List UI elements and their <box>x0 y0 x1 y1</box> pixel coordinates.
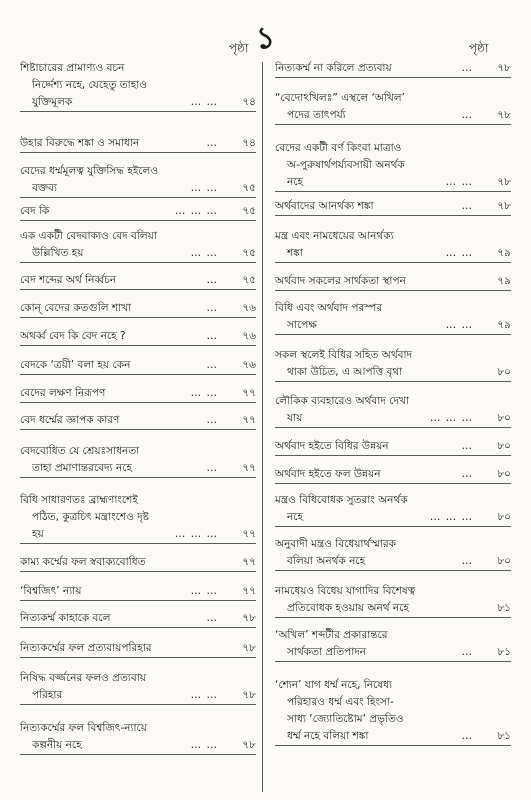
toc-entry <box>20 610 256 628</box>
page-ref: ৭৭ <box>242 585 256 597</box>
page-ref: ৮০ <box>497 440 511 452</box>
leader-dots: … … <box>190 96 218 108</box>
toc-entry <box>275 140 511 192</box>
page-ref: ৭৫ <box>242 247 256 259</box>
page-ref: ৭৪ <box>242 137 256 149</box>
page-ref: ৭৬ <box>242 359 256 371</box>
leader-dots: … <box>461 555 473 567</box>
toc-entry-text: বেদের একটী বর্ণ কিংবা মাত্রাও <box>275 142 402 154</box>
toc-entry-text: অর্থবাদের আনর্থক্য শঙ্কা <box>275 200 374 212</box>
leader-dots: … … … <box>429 511 473 523</box>
toc-entry <box>20 583 256 601</box>
toc-entry-text: “বেদোঽখিলঃ” এস্থলে ‘অখিল’ <box>275 92 405 104</box>
leader-dots: … <box>206 612 218 624</box>
leader-dots: … <box>461 200 473 212</box>
leader-dots: … … <box>190 182 218 194</box>
toc-entry <box>20 163 256 198</box>
toc-entry <box>20 554 256 572</box>
leader-dots: … <box>461 440 473 452</box>
toc-entry-text: বেদের ধর্ম্মমূলত্ব যুক্তিসিদ্ধ হইলেও <box>20 165 159 177</box>
toc-entry-text: প্রতিবোধক হওয়ায় অনর্থ নহে <box>287 602 409 614</box>
toc-entry-text: পদের তাৎপর্য্য <box>287 109 346 121</box>
leader-dots: … <box>461 646 473 658</box>
toc-entry-text: কাম্য কর্ম্মের ফল স্ববাক্যবোধিত <box>20 556 146 568</box>
leader-dots: … <box>461 730 473 742</box>
leader-dots: … <box>206 330 218 342</box>
page-ref: ৭৪ <box>242 96 256 108</box>
toc-entry-text: পঠিত, কুত্রচিৎ মন্ত্রাংশেও দৃষ্ট <box>32 511 149 523</box>
toc-entry <box>275 583 511 618</box>
page-ref: ৭৫ <box>242 205 256 217</box>
page-ref: ৭৫ <box>242 182 256 194</box>
toc-entry <box>275 273 511 291</box>
page-number: ১ <box>255 21 276 56</box>
leader-dots: … <box>206 462 218 474</box>
toc-entry-text: উহার বিরুদ্ধে শঙ্কা ও সমাধান <box>20 137 140 149</box>
toc-entry-text: বেদ শব্দের অর্থ নির্ব্বচন <box>20 274 117 286</box>
toc-entry-text: অর্থবাদ হইতে বিধির উন্নয়ন <box>275 440 389 452</box>
page-ref: ৭৯ <box>497 319 511 331</box>
toc-entry <box>20 670 256 705</box>
toc-entry-text: মন্ত্রও বিধিবোধক সুতরাং অনর্থক <box>275 494 408 506</box>
leader-dots: … <box>206 302 218 314</box>
toc-entry <box>275 347 511 382</box>
leader-dots: … … <box>190 689 218 701</box>
toc-entry <box>275 300 511 335</box>
page-ref: ৮০ <box>497 412 511 424</box>
toc-entry-text: থাকা উচিত, এ আপত্তি বৃথা <box>287 366 403 378</box>
toc-entry-text: পরিহারও ধর্ম্ম এবং হিংসা- <box>287 696 394 708</box>
toc-entry <box>20 328 256 346</box>
toc-entry-text: হয় <box>32 528 44 540</box>
column-header-right: পৃষ্ঠা <box>469 41 489 55</box>
page-ref: ৭৮ <box>242 642 256 654</box>
page-ref: ৭৭ <box>242 462 256 474</box>
toc-entry <box>20 443 256 478</box>
page-ref: ৭৬ <box>242 330 256 342</box>
page-ref: ৭৭ <box>242 528 256 540</box>
toc-entry <box>275 677 511 746</box>
toc-entry-text: অথর্ব্ব বেদ কি বেদ নহে ? <box>20 330 126 342</box>
toc-entry-text: ‘শ্যেন’ যাগ ধর্ম্ম নহে, নিষেধ্য <box>275 679 393 691</box>
toc-entry-text: সাধ্য ‘জ্যোতিষ্টোম’ প্রভৃতিও <box>287 713 404 725</box>
toc-entry-text: বেদবোধিত যে শ্রেয়ঃসাধনতা <box>20 445 140 457</box>
leader-dots: … … … <box>429 412 473 424</box>
toc-entry-text: শঙ্কা <box>287 247 303 259</box>
leader-dots: … <box>206 274 218 286</box>
leader-dots: … <box>461 468 473 480</box>
toc-entry-text: বেদের লক্ষণ নিরূপণ <box>20 387 106 399</box>
toc-entry <box>275 466 511 484</box>
toc-entry-text: নিত্যকর্ম্মের ফল প্রত্যবায়পরিহার <box>20 642 152 654</box>
toc-entry <box>20 357 256 375</box>
toc-entry-text: বিধি সাধারণতঃ ব্রাহ্মণাংশেই <box>20 494 138 506</box>
page-ref: ৭৭ <box>242 414 256 426</box>
leader-dots: … … <box>445 319 473 331</box>
leader-dots: … … <box>190 739 218 751</box>
page-ref: ৭৫ <box>242 274 256 286</box>
toc-entry-text: নহে <box>287 176 304 188</box>
toc-column-right <box>275 60 511 795</box>
leader-dots: … … <box>190 387 218 399</box>
toc-entry-text: নহে <box>287 511 304 523</box>
toc-entry <box>20 640 256 658</box>
toc-entry-text: নিত্যকর্ম্ম না করিলে প্রত্যবায় <box>275 62 392 74</box>
page-ref: ৭৮ <box>242 739 256 751</box>
leader-dots: … … <box>190 247 218 259</box>
toc-entry <box>275 198 511 216</box>
page-ref: ৭৮ <box>497 109 511 121</box>
page-ref: ৮১ <box>497 602 511 614</box>
toc-entry-text: বক্তব্য <box>32 182 57 194</box>
toc-entry <box>275 393 511 428</box>
toc-entry <box>275 60 511 78</box>
toc-entry-text: অনুবাদী মন্ত্রও বিধেয়ার্থস্মারক <box>275 538 396 550</box>
toc-entry <box>275 90 511 125</box>
toc-entry-text: শিষ্টাচারের প্রামাণ্যও বচন <box>20 62 125 74</box>
toc-entry-text: ‘বিশ্বজিৎ’ ন্যায় <box>20 585 82 597</box>
toc-entry-text: অর্থবাদ হইতে ফল উন্নয়ন <box>275 468 381 480</box>
page-ref: ৭৯ <box>497 247 511 259</box>
page-ref: ৭৮ <box>242 612 256 624</box>
toc-entry-text: কল্পনীয় নহে <box>32 739 82 751</box>
toc-entry-text: তাহা প্রমাণান্তরবেদ্য নহে <box>32 462 132 474</box>
toc-entry-text: উল্লিখিত হয় <box>32 247 84 259</box>
leader-dots: … … … <box>174 205 218 217</box>
toc-entry <box>20 300 256 318</box>
toc-entry-text: নামধেয়ও বিধেয় যাগাদির বিশেষত্ব <box>275 585 416 597</box>
toc-column-left <box>20 60 256 795</box>
toc-entry-text: মন্ত্র এবং নামধেয়ের আনর্থক্য <box>275 230 394 242</box>
page-ref: ৭৮ <box>497 62 511 74</box>
toc-entry-text: ‘অখিল’ শব্দটীর প্রকারান্তরে <box>275 629 388 641</box>
page-ref: ৮০ <box>497 468 511 480</box>
toc-entry-text: বেদকে ‘ত্রয়ী’ বলা হয় কেন <box>20 359 131 371</box>
toc-entry-text: ধর্ম্ম নহে বলিয়া শঙ্কা <box>287 730 369 742</box>
toc-entry-text: নিত্যকর্ম্মের ফল বিশ্বজিৎ-ন্যায়ে <box>20 722 147 734</box>
toc-entry-text: এক একটী বেদবাক্যও বেদ বলিয়া <box>20 230 157 242</box>
page-ref: ৭৮ <box>497 200 511 212</box>
toc-entry-text: বলিয়া অনর্থক নহে <box>287 555 366 567</box>
page-ref: ৮১ <box>497 646 511 658</box>
toc-entry-text: অর্থবাদ সকলের সার্থকতা স্থাপন <box>275 275 406 287</box>
toc-entry-text: যায় <box>287 412 303 424</box>
page-ref: ৭৮ <box>242 689 256 701</box>
leader-dots: … <box>206 359 218 371</box>
toc-entry <box>275 536 511 571</box>
toc-entry-text: অ-পুরুষার্থপর্য্যবসায়ী অনর্থক <box>287 159 405 171</box>
toc-entry-text: বেদ ধর্ম্মের জ্ঞাপক কারণ <box>20 414 120 426</box>
toc-entry-text: নিষিদ্ধ বর্জ্জনের ফলও প্রত্যবায় <box>20 672 146 684</box>
toc-entry <box>20 385 256 403</box>
leader-dots: … … <box>445 176 473 188</box>
toc-entry-text: কোন্ বেদের কতগুলি শাখা <box>20 302 132 314</box>
toc-entry <box>20 228 256 263</box>
toc-entry-text: লৌকিক ব্যবহারেও অর্থবাদ দেখা <box>275 395 409 407</box>
toc-entry <box>20 412 256 430</box>
toc-entry-text: নির্দ্দেশ্য নহে, যেহেতু তাহাও <box>32 79 148 91</box>
page-ref: ৮১ <box>497 730 511 742</box>
toc-entry-text: সার্থকতা প্রতিপাদন <box>287 646 367 658</box>
leader-dots: … <box>206 414 218 426</box>
toc-entry <box>275 627 511 662</box>
toc-entry <box>275 228 511 263</box>
toc-entry-text: সকল স্থলেই বিধির সহিত অর্থবাদ <box>275 349 413 361</box>
leader-dots: … … <box>190 585 218 597</box>
page-ref: ৭৭ <box>242 387 256 399</box>
column-header-left: পৃষ্ঠা <box>229 41 249 55</box>
toc-entry-text: যুক্তিমূলক <box>32 96 73 108</box>
toc-entry <box>20 203 256 221</box>
toc-entry <box>20 135 256 153</box>
page-ref: ৮০ <box>497 555 511 567</box>
toc-entry <box>20 272 256 290</box>
column-divider <box>262 62 263 792</box>
page-ref: ৭৬ <box>242 302 256 314</box>
toc-entry-text: বেদ কি <box>20 205 50 217</box>
toc-entry-text: সাপেক্ষ <box>287 319 317 331</box>
leader-dots: … … <box>445 247 473 259</box>
page-ref: ৮০ <box>497 511 511 523</box>
leader-dots: … <box>461 109 473 121</box>
toc-entry <box>20 492 256 544</box>
toc-entry <box>20 60 256 112</box>
leader-dots: … … … <box>174 528 218 540</box>
toc-entry <box>275 492 511 527</box>
toc-entry <box>20 720 256 755</box>
leader-dots: … <box>206 137 218 149</box>
toc-entry-text: বিধি এবং অর্থবাদ পরস্পর <box>275 302 383 314</box>
page-ref: ৭৯ <box>497 275 511 287</box>
page-ref: ৭৭ <box>242 556 256 568</box>
toc-entry-text: পরিহার <box>32 689 63 701</box>
toc-entry-text: নিত্যকর্ম্ম কাহাকে বলে <box>20 612 111 624</box>
leader-dots: … <box>461 62 473 74</box>
page-ref: ৭৮ <box>497 176 511 188</box>
page-ref: ৮০ <box>497 366 511 378</box>
toc-entry <box>275 438 511 456</box>
